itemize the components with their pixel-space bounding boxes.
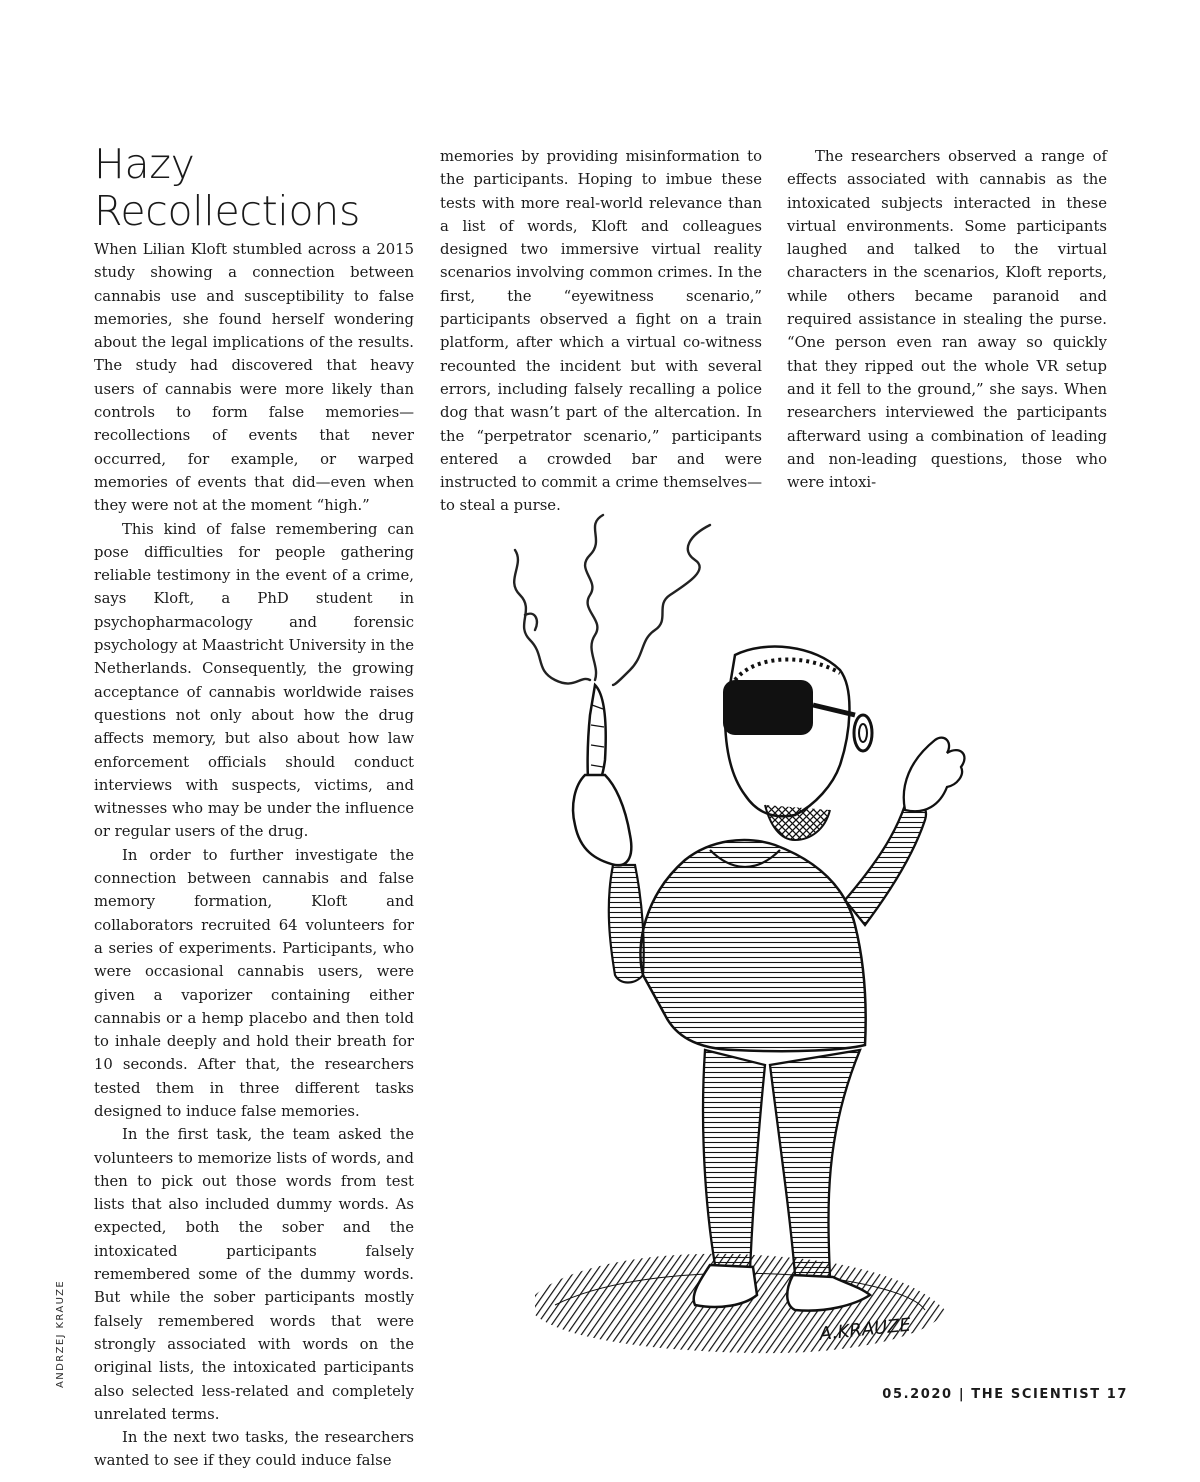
col1-paragraph-3: In order to further investigate the connection between cannabis and false memory formation, Kloft and collaborators recruited 64 volunteers for a series of experiments. Participants, who were occasional cannabis users, were given a vaporizer containing either cannabis or a hemp placebo and then told to inhale deeply and hold their breath for 10 seconds. After that, the researchers tested them in three different tasks designed to induce false memories. — [94, 846, 414, 1120]
smoke-wisps — [514, 515, 710, 685]
artist-signature: A.KRAUZE — [818, 1314, 912, 1345]
col1-paragraph-4: In the first task, the team asked the volunteers to memorize lists of words, and then to pick out those words from test lists that also included dummy words. As expected, both the sober and the intoxicated participants falsely remembered some of the dummy words. But while the sober participants mostly falsely remembered words that were strongly associated with words on the original lists, the intoxicated participants also selected less-related and completely unrelated terms. — [94, 1126, 414, 1423]
col3-paragraph-1: The researchers observed a range of effects associated with cannabis as the intoxicated subjects interacted in these virtual environments. Some participants laughed and talked to the virtual characters in the scenarios, Kloft reports, while others became paranoid and required assistance in stealing the purse. “One person even ran away so quickly that they ripped out the whole VR setup and it fell to the ground,” she says. When researchers interviewed the participants afterward using a combination of leading and non-leading questions, those who were intoxi- — [787, 148, 1107, 492]
column-3 — [787, 145, 1107, 494]
page-footer — [882, 1387, 1128, 1402]
column-2 — [440, 145, 762, 518]
head — [725, 647, 849, 840]
open-arm — [845, 738, 964, 925]
column-1 — [94, 238, 414, 1473]
raised-arm — [573, 775, 644, 983]
col1-paragraph-1: When Lilian Kloft stumbled across a 2015 study showing a connection between cannabis use and susceptibility to false memories, she found herself wondering about the legal implications of the results. The study had discovered that heavy users of cannabis were more likely than controls to form false memories—recollections of events that never occurred, for example, or warped memories of events that did—even when they were not at the moment “high.” — [94, 241, 414, 515]
torso — [640, 840, 865, 1051]
headline-line-1: Hazy — [94, 140, 195, 188]
page-number: 17 — [1106, 1387, 1128, 1402]
headline — [94, 141, 414, 235]
illustration-credit: ANDRZEJ KRAUZE — [55, 1279, 66, 1388]
col2-paragraph-1: memories by providing misinformation to the participants. Hoping to imbue these tests with more real-world relevance than a list of words, Kloft and colleagues designed two immersive virtual reality scenarios involving common crimes. In the first, the “eyewitness scenario,” participants observed a fight on a train platform, after which a virtual co-witness recounted the incident but with several errors, including falsely recalling a police dog that wasn’t part of the altercation. In the “perpetrator scenario,” participants entered a crowded bar and were instructed to commit a crime themselves—to steal a purse. — [440, 148, 762, 515]
vr-man-illustration — [495, 505, 985, 1395]
headline-line-2: Recollections — [94, 187, 361, 235]
col1-paragraph-5: In the next two tasks, the researchers wanted to see if they could induce false — [94, 1429, 414, 1470]
footer-issue: 05.2020 | THE SCIENTIST — [882, 1387, 1101, 1402]
col1-paragraph-2: This kind of false remembering can pose difficulties for people gathering reliable testimony in the event of a crime, says Kloft, a PhD student in psychopharmacology and forensic psychology at Maastricht University in the Netherlands. Consequently, the growing acceptance of cannabis worldwide raises questions not only about how the drug affects memory, but also about how law enforcement officials should conduct interviews with suspects, victims, and witnesses who may be under the influence or regular users of the drug. — [94, 520, 414, 841]
